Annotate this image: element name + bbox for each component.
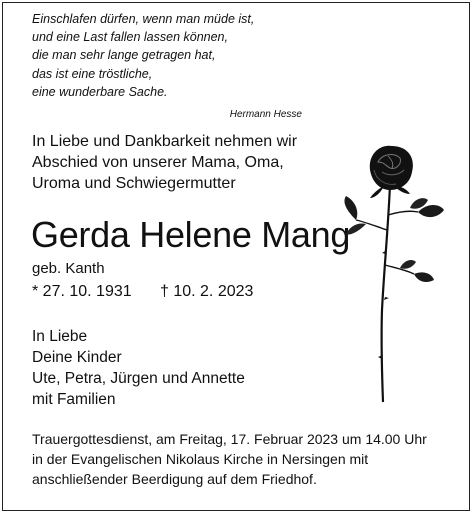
deceased-name: Gerda Helene Mang: [31, 214, 351, 255]
service-line: anschließender Beerdigung auf dem Friedhof.: [32, 471, 317, 487]
mourners: [32, 326, 245, 410]
mourners-line: Deine Kinder: [32, 349, 122, 366]
poem-line: Einschlafen dürfen, wenn man müde ist,: [32, 12, 255, 26]
maiden-name: geb. Kanth: [32, 260, 105, 277]
mourners-line: mit Familien: [32, 391, 116, 408]
rose-icon: [340, 140, 450, 410]
poem-line: die man sehr lange getragen hat,: [32, 48, 216, 63]
intro-line: Uroma und Schwiegermutter: [32, 175, 236, 192]
mourners-line: In Liebe: [32, 328, 88, 345]
mourners-line: Ute, Petra, Jürgen und Annette: [32, 370, 245, 387]
poem-author: Hermann Hesse: [229, 109, 302, 120]
funeral-service-info: [32, 429, 427, 489]
intro-text: [32, 131, 297, 194]
service-line: in der Evangelischen Nikolaus Kirche in Nersingen mit: [32, 451, 369, 467]
poem-line: und eine Last fallen lassen können,: [32, 30, 228, 45]
poem-line: das ist eine tröstliche,: [32, 66, 153, 81]
poem-line: eine wunderbare Sache.: [32, 84, 168, 99]
death-date: † 10. 2. 2023: [160, 283, 254, 300]
intro-line: In Liebe und Dankbarkeit nehmen wir: [32, 133, 298, 150]
service-line: Trauergottesdienst, am Freitag, 17. Februar 2023 um 14.00 Uhr: [32, 431, 427, 447]
intro-line: Abschied von unserer Mama, Oma,: [32, 154, 284, 171]
poem: [32, 10, 302, 120]
birth-date: * 27. 10. 1931: [32, 283, 132, 300]
